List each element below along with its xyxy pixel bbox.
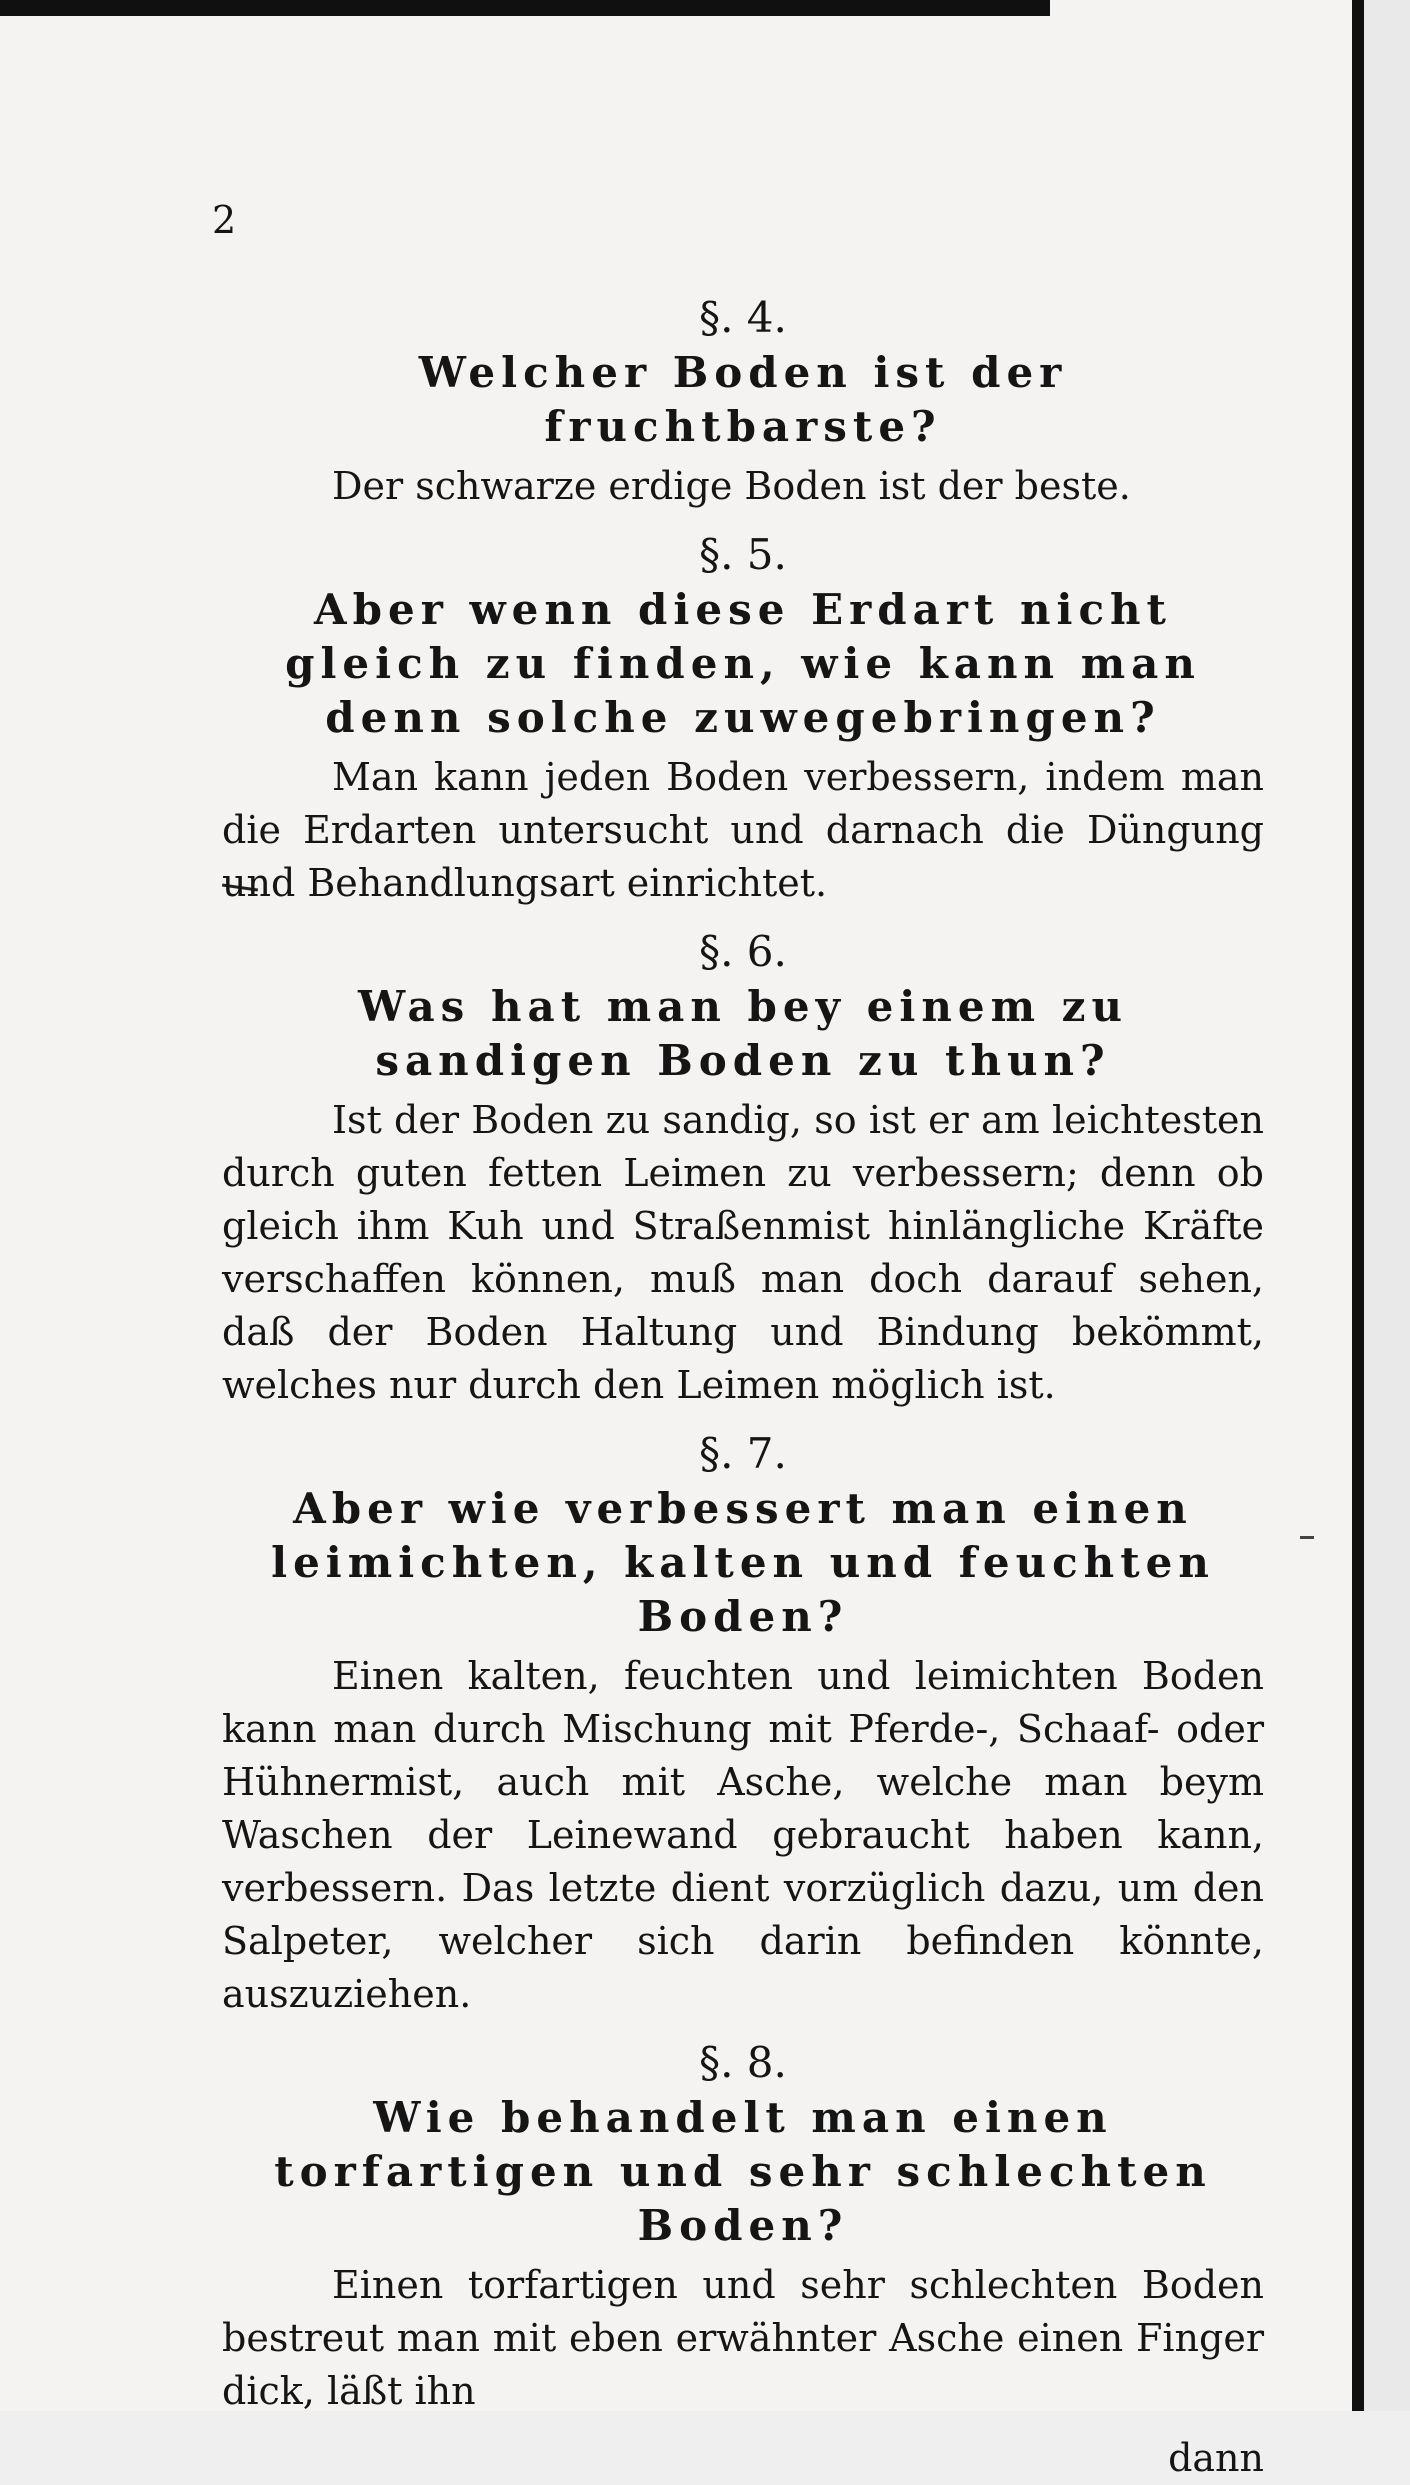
section-mark: §. 5. bbox=[699, 530, 787, 579]
section-4 bbox=[222, 290, 1264, 513]
section-answer: Man kann jeden Boden verbessern, indem man die Erdarten untersucht und darnach die Düngung und Behandlungsart einrichtet. bbox=[222, 755, 1264, 905]
section-6 bbox=[222, 924, 1264, 1412]
section-mark: §. 8. bbox=[699, 2038, 787, 2087]
section-question: Aber wie verbessert man einen leimichten, kalten und feuchten Boden? bbox=[271, 1484, 1215, 1641]
section-5 bbox=[222, 527, 1264, 910]
catchword: dann bbox=[1168, 2436, 1264, 2480]
section-7 bbox=[222, 1426, 1264, 2021]
section-answer: Einen kalten, feuchten und leimichten Boden kann man durch Mischung mit Pferde-, Schaaf- oder Hühnermist, auch mit Asche, welche man beym Waschen der Leinewand gebraucht haben kann, verbessern. Das letzte dient vorzüglich dazu, um den Salpeter, welcher sich darin befinden könnte, auszuziehen. bbox=[222, 1654, 1264, 2016]
section-question: Wie behandelt man einen torfartigen und sehr schlechten Boden? bbox=[274, 2093, 1212, 2250]
adjacent-page-edge bbox=[1364, 0, 1410, 2411]
section-8 bbox=[222, 2035, 1264, 2418]
ink-mark bbox=[1300, 1536, 1314, 1539]
section-mark: §. 4. bbox=[699, 293, 787, 342]
page-content bbox=[222, 290, 1264, 2485]
section-answer: Einen torfartigen und sehr schlechten Boden bestreut man mit eben erwähnter Asche einen Finger dick, läßt ihn bbox=[222, 2263, 1264, 2413]
section-question: Welcher Boden ist der fruchtbarste? bbox=[418, 348, 1068, 451]
top-border bbox=[0, 0, 1050, 16]
section-question: Aber wenn diese Erdart nicht gleich zu finden, wie kann man denn solche zuwegebringen? bbox=[285, 585, 1201, 742]
section-answer: Der schwarze erdige Boden ist der beste. bbox=[332, 464, 1131, 508]
section-answer: Ist der Boden zu sandig, so ist er am leichtesten durch guten fetten Leimen zu verbessern; denn ob gleich ihm Kuh und Straßenmist hinlängliche Kräfte verschaffen können, muß man doch darauf sehen, daß der Boden Haltung und Bindung bekömmt, welches nur durch den Leimen möglich ist. bbox=[222, 1098, 1264, 1407]
section-question: Was hat man bey einem zu sandigen Boden zu thun? bbox=[357, 982, 1129, 1085]
page-number: 2 bbox=[212, 198, 237, 242]
section-mark: §. 6. bbox=[699, 927, 787, 976]
section-mark: §. 7. bbox=[699, 1429, 787, 1478]
right-border bbox=[1352, 0, 1364, 2411]
